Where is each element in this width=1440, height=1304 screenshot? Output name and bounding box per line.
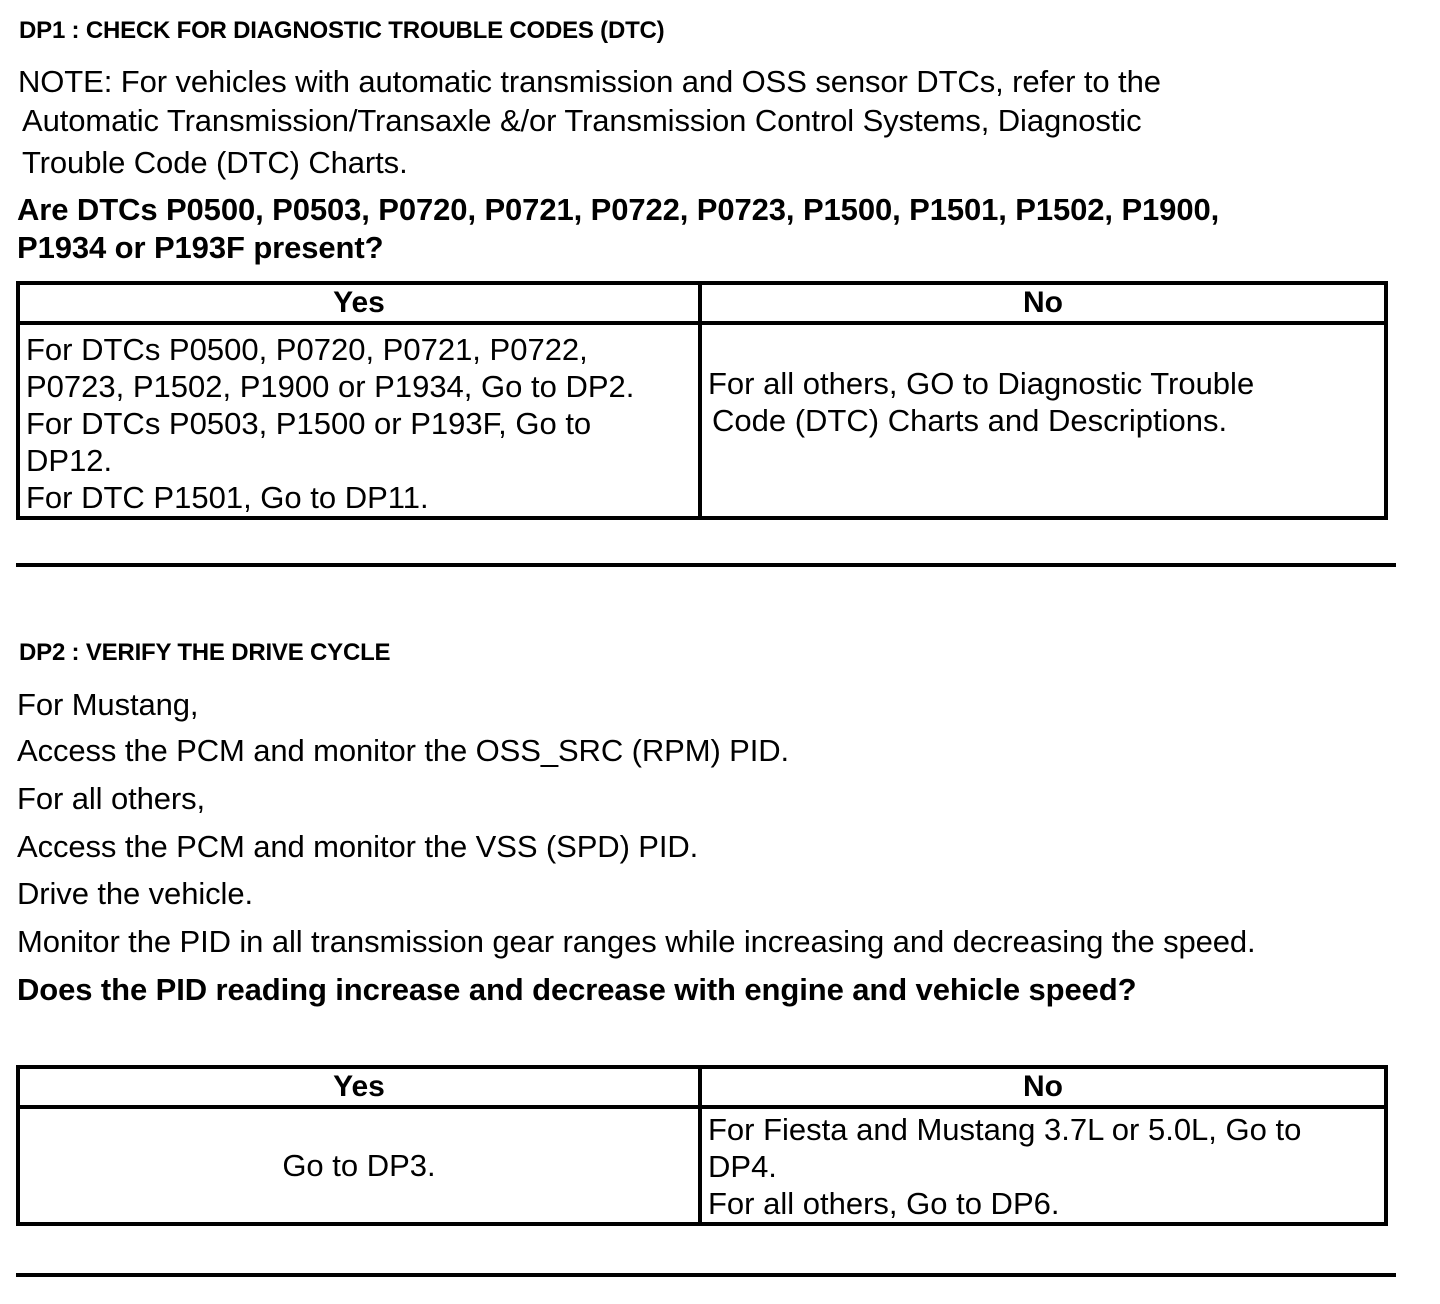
no-line: DP4. — [708, 1149, 777, 1184]
yes-cell — [18, 1107, 700, 1224]
dp1-title: DP1 : CHECK FOR DIAGNOSTIC TROUBLE CODES (DTC) — [19, 17, 665, 44]
yes-line: DP12. — [26, 443, 113, 478]
dp2-line-2: Access the PCM and monitor the OSS_SRC (RPM) PID. — [17, 733, 790, 768]
dp1-note-line-2: Automatic Transmission/Transaxle &/or Transmission Control Systems, Diagnostic — [22, 103, 1142, 138]
dp2-title: DP2 : VERIFY THE DRIVE CYCLE — [19, 639, 391, 666]
table-header-row — [18, 1067, 1386, 1107]
dp2-line-6: Monitor the PID in all transmission gear ranges while increasing and decreasing the speed. — [17, 924, 1256, 959]
table-row — [18, 1107, 1386, 1224]
section-divider — [16, 1273, 1396, 1277]
yes-line: For DTC P1501, Go to DP11. — [26, 480, 429, 515]
dp2-line-5: Drive the vehicle. — [17, 876, 253, 911]
yes-header: Yes — [18, 283, 700, 323]
no-line: For Fiesta and Mustang 3.7L or 5.0L, Go to — [708, 1112, 1302, 1147]
yes-line: Go to DP3. — [282, 1148, 436, 1183]
no-line: Code (DTC) Charts and Descriptions. — [712, 403, 1228, 438]
yes-line: For DTCs P0500, P0720, P0721, P0722, — [26, 332, 588, 367]
dp2-line-4: Access the PCM and monitor the VSS (SPD) PID. — [17, 829, 699, 864]
yes-cell — [18, 323, 700, 518]
no-cell — [700, 323, 1386, 518]
yes-line: P0723, P1502, P1900 or P1934, Go to DP2. — [26, 369, 635, 404]
dp1-question-line-2: P1934 or P193F present? — [17, 230, 384, 265]
dp2-yes-no-table — [16, 1065, 1388, 1226]
dp1-note-line-1: NOTE: For vehicles with automatic transmission and OSS sensor DTCs, refer to the — [18, 64, 1161, 99]
yes-header: Yes — [18, 1067, 700, 1107]
no-cell — [700, 1107, 1386, 1224]
table-header-row — [18, 283, 1386, 323]
dp2-line-3: For all others, — [17, 781, 206, 816]
table-row — [18, 323, 1386, 518]
no-header: No — [700, 1067, 1386, 1107]
no-line: For all others, Go to DP6. — [708, 1186, 1060, 1221]
dp2-line-1: For Mustang, — [17, 687, 199, 722]
dp1-yes-no-table — [16, 281, 1388, 520]
no-header: No — [700, 283, 1386, 323]
no-line: For all others, GO to Diagnostic Trouble — [708, 366, 1255, 401]
dp2-question: Does the PID reading increase and decrease with engine and vehicle speed? — [17, 972, 1137, 1007]
dp1-note-line-3: Trouble Code (DTC) Charts. — [22, 145, 408, 180]
yes-line: For DTCs P0503, P1500 or P193F, Go to — [26, 406, 592, 441]
section-divider — [16, 563, 1396, 567]
dp1-question-line-1: Are DTCs P0500, P0503, P0720, P0721, P0722, P0723, P1500, P1501, P1502, P1900, — [17, 192, 1220, 227]
